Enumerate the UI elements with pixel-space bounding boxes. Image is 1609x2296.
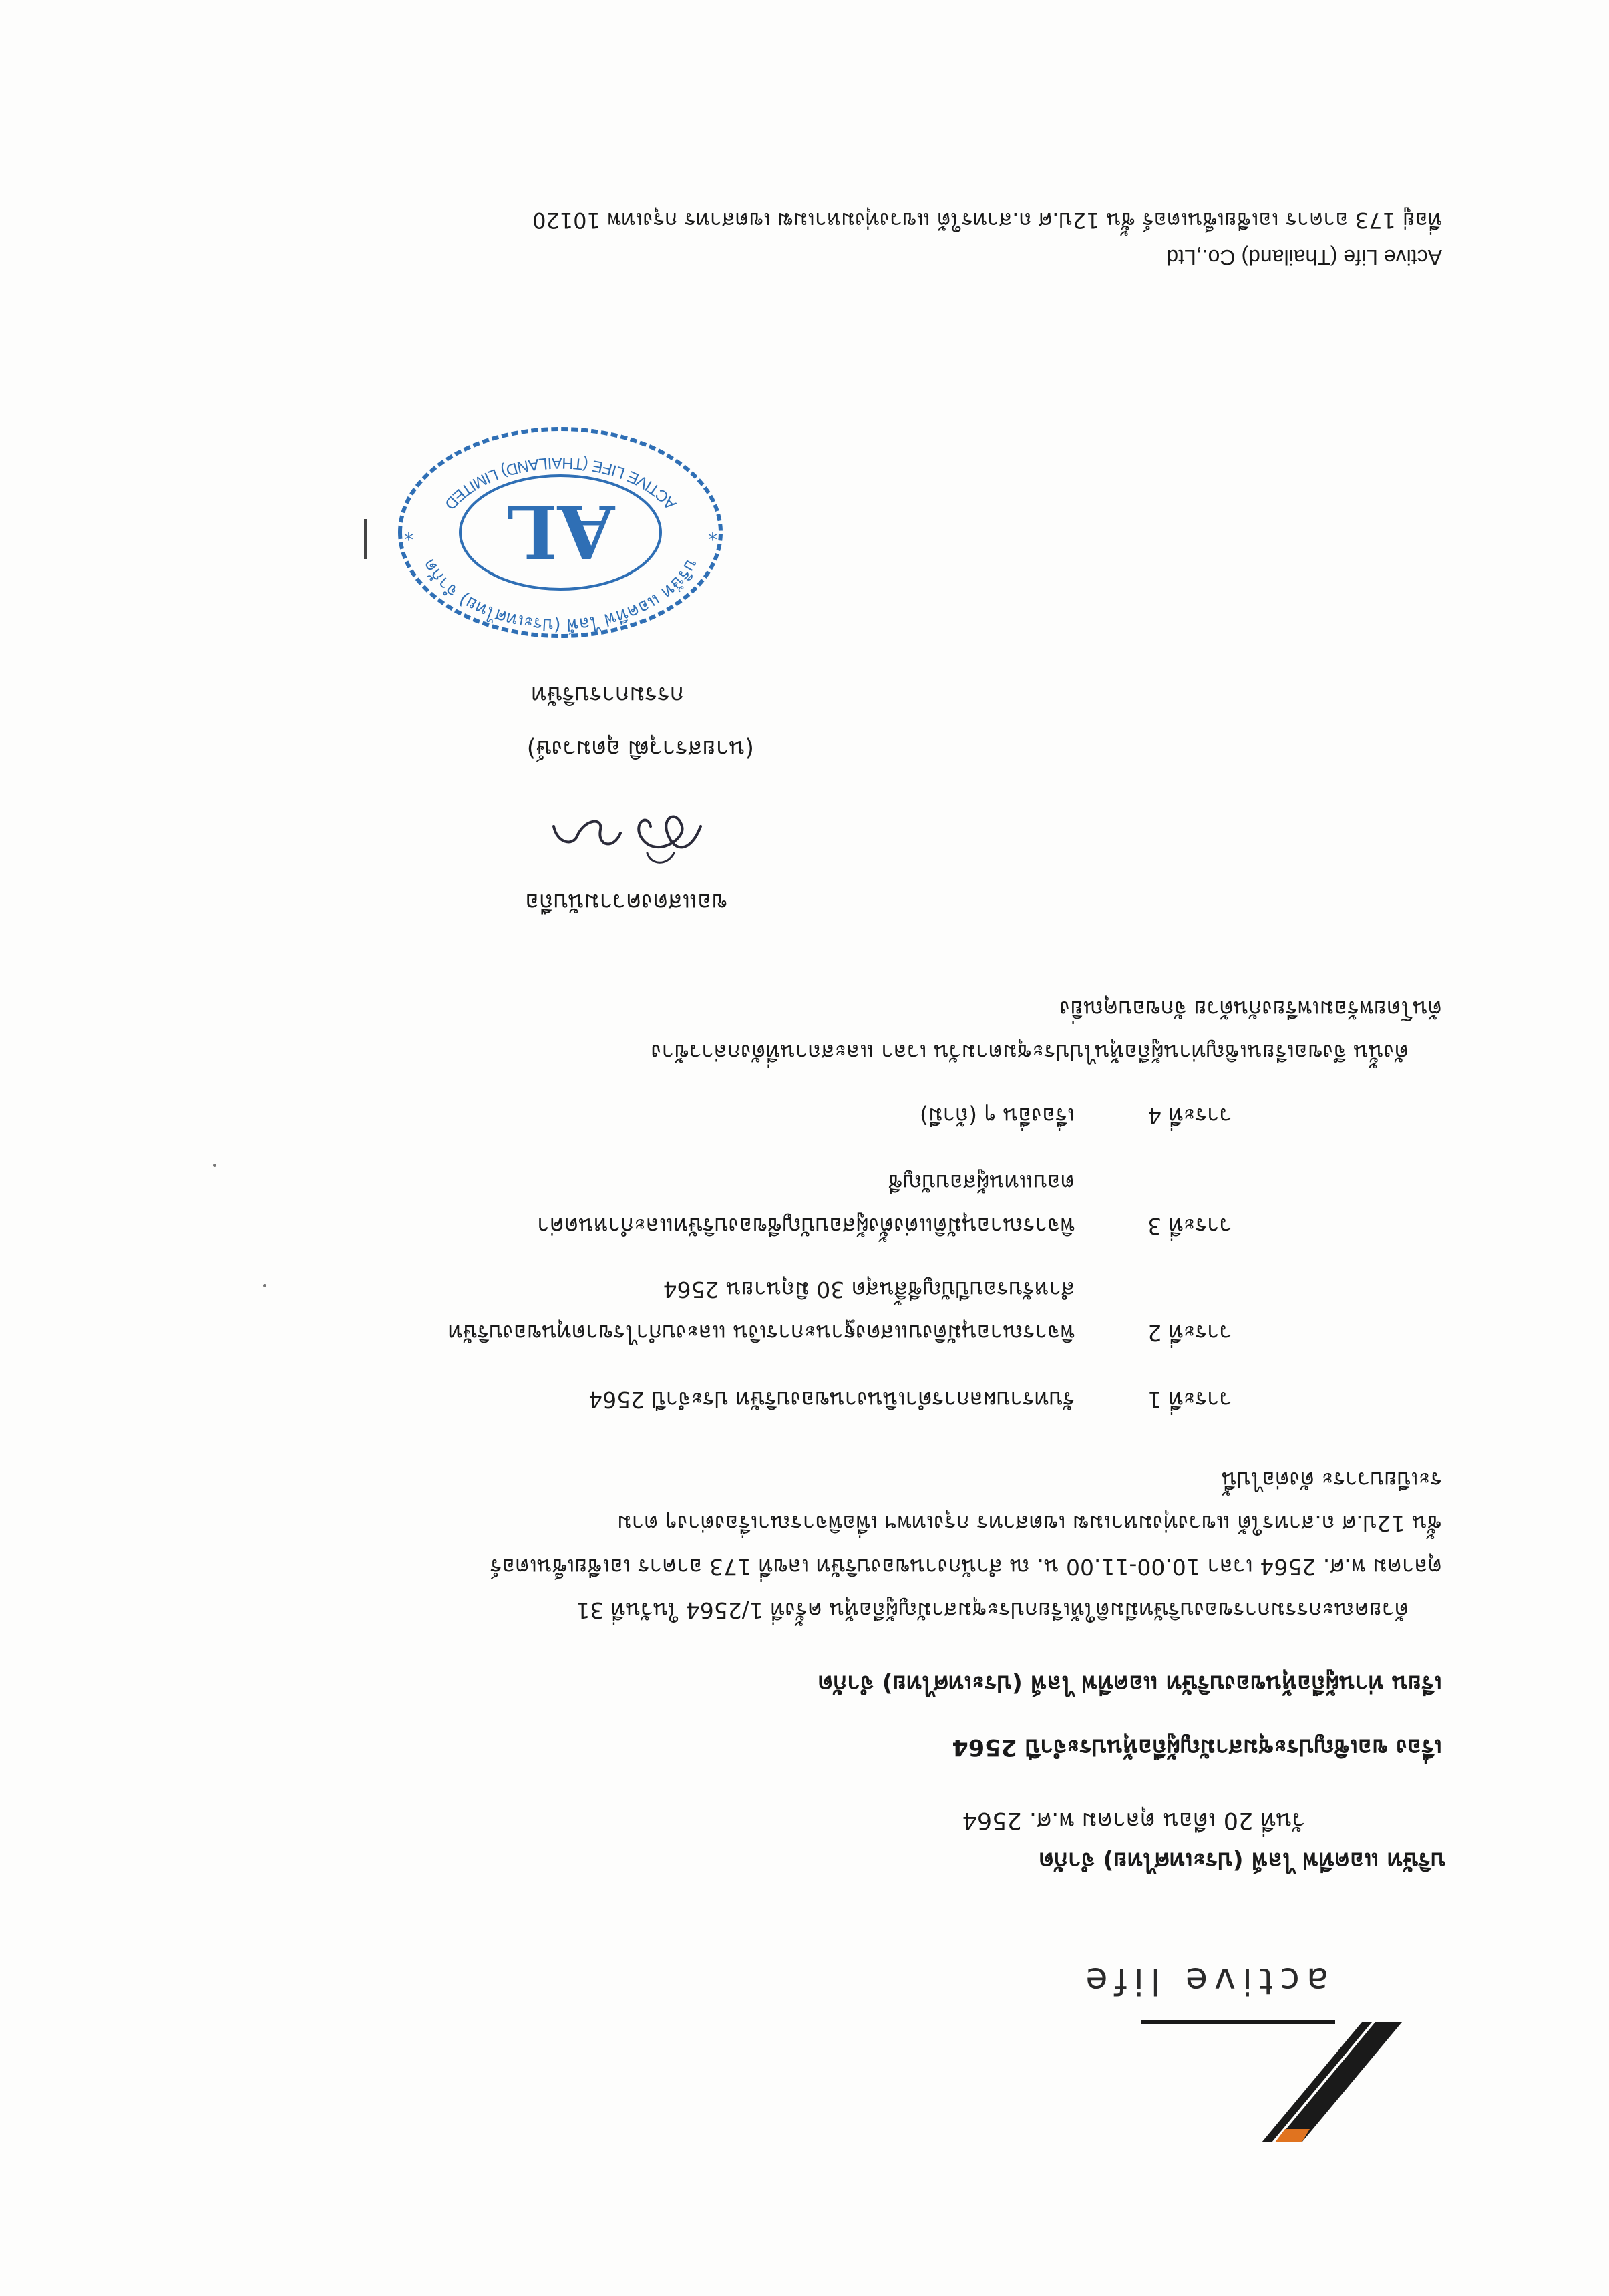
ink-mark: [364, 519, 367, 559]
body-line: ชั้น 12ป.ศ ถ.สาทรใต้ แขวงทุ่งมหาเมฆ เขตสาทร กรุงเทพฯ เพื่อพิจารณาเรื่องต่างๆ ตาม: [616, 1510, 1442, 1536]
footer-company-en: Active Life (Thailand) Co.,Ltd: [1166, 245, 1442, 269]
company-name: บริษัท แอคทีฟ ไลฟ์ (ประเทศไทย) จำกัด: [1039, 1847, 1445, 1874]
active-life-logo-icon: [1141, 2009, 1429, 2156]
svg-text:ACTIVE LIFE (THAILAND) LIMITED: ACTIVE LIFE (THAILAND) LIMITED: [440, 454, 681, 514]
agenda-text: สำหรับรอบปีบัญชีสิ้นสุด 30 มิถุนายน 2564: [663, 1277, 1075, 1303]
agenda-text: รับทราบผลการดำเนินงานของบริษัท ประจำปี 2564: [588, 1387, 1075, 1413]
logo-text: active life: [1079, 1960, 1328, 2002]
stray-mark: [213, 1164, 216, 1167]
svg-text:*: *: [404, 522, 413, 544]
svg-text:*: *: [708, 522, 717, 544]
closing-line: ดังนั้น จึงขอเรียนเชิญท่านผู้ถือหุ้นไปประชุมตามวัน เวลา และสถานที่ดังกล่าวข้าง: [651, 1039, 1409, 1065]
agenda-number: วาระที่ 2: [1147, 1320, 1232, 1346]
signer-name: (นายสราวุฒิ อุดมวงษ์): [526, 735, 754, 762]
stray-mark: [263, 1284, 266, 1287]
letter-date: วันที่ 20 เดือน ตุลาคม พ.ศ. 2564: [962, 1807, 1305, 1834]
company-seal-icon: [387, 426, 734, 646]
agenda-number: วาระที่ 1: [1147, 1387, 1232, 1413]
letter-subject: เรื่อง ขอเชิญประชุมสามัญผู้ถือหุ้นประจำปี 2564: [952, 1734, 1442, 1760]
agenda-number: วาระที่ 3: [1147, 1213, 1232, 1239]
agenda-number: วาระที่ 4: [1147, 1103, 1232, 1129]
letter-recipient: เรียน ท่านผู้ถือหุ้นของบริษัท แอคทีฟ ไลฟ์ (ประเทศไทย) จำกัด: [818, 1670, 1442, 1697]
body-line: ระเบียบวาระ ดังต่อไปนี้: [1222, 1467, 1442, 1493]
body-line: ตุลาคม พ.ศ. 2564 เวลา 10.00-11.00 น. ณ สำนักงานของบริษัท เลขที่ 173 อาคาร เอเชียเซ็นเตอร์: [490, 1554, 1442, 1580]
closing-regards: ขอแสดงความนับถือ: [525, 888, 727, 915]
closing-line: ต้นโดยพร้อมเพรียงกันด้วย จักขอบคุณยิ่ง: [1059, 996, 1442, 1022]
signer-title: กรรมการบริษัท: [531, 681, 684, 708]
footer-address: ที่อยู่ 173 อาคาร เอเชียเซ็นเตอร์ ชั้น 12ป.ศ ถ.สาทรใต้ แขวงทุ่งมหาเมฆ เขตสาทร กรุงเทพ 10120: [532, 208, 1442, 233]
svg-text:AL: AL: [506, 488, 615, 575]
svg-text:บริษัท แอคทีฟ ไลฟ์ (ประเทศไทย): บริษัท แอคทีฟ ไลฟ์ (ประเทศไทย) จำกัด: [419, 555, 702, 635]
body-line: ด้วยคณะกรรมการของบริษัทมีมติให้เรียกประชุมสามัญผู้ถือหุ้น ครั้งที่ 1/2564 ในวันที่ 31: [576, 1597, 1409, 1623]
agenda-text: เรื่องอื่น ๆ (ถ้ามี): [919, 1103, 1075, 1129]
agenda-text: ตอบแทนผู้สอบบัญชี: [888, 1170, 1075, 1196]
handwritten-signature-icon: [527, 800, 714, 873]
agenda-text: พิจารณาอนุมัติงบแสดงฐานะการเงิน และงบกำไรขาดทุนของบริษัท: [448, 1320, 1075, 1346]
agenda-text: พิจารณาอนุมัติแต่งตั้งผู้สอบบัญชีของบริษัทและกำหนดค่า: [537, 1213, 1075, 1239]
